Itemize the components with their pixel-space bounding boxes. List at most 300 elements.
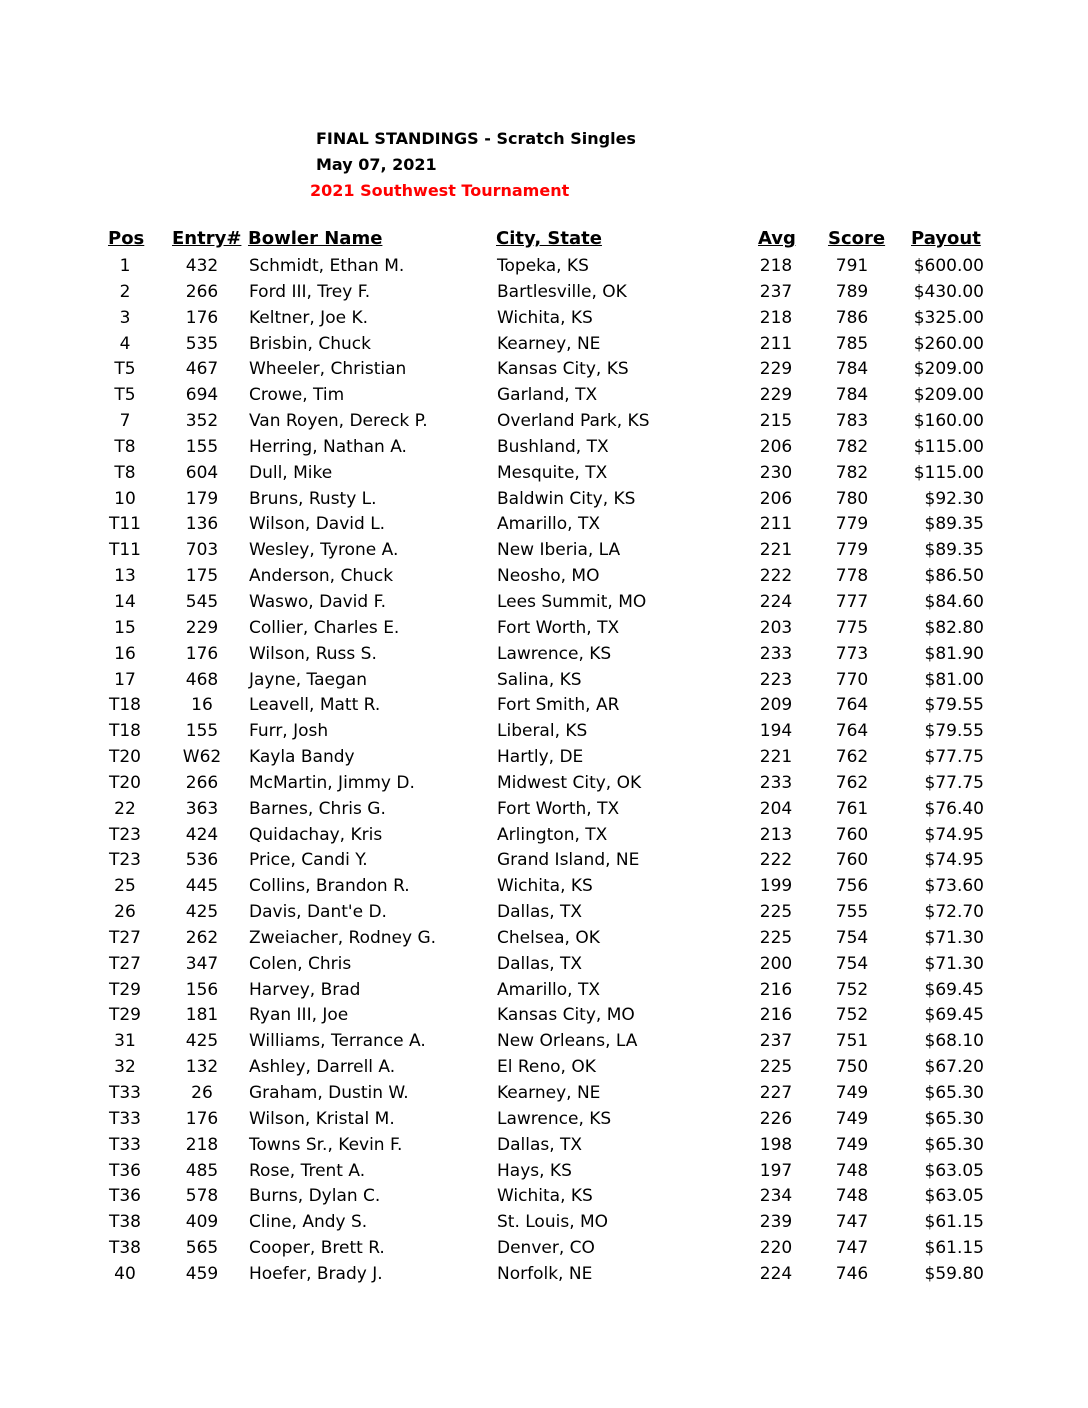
cell-city-state: Kansas City, KS: [497, 359, 629, 380]
cell-pos: T27: [108, 927, 142, 948]
cell-bowler-name: Furr, Josh: [249, 721, 329, 742]
cell-score: 756: [835, 876, 869, 897]
cell-score: 779: [835, 514, 869, 535]
table-row: [0, 382, 1088, 408]
cell-pos: 4: [119, 333, 131, 354]
column-header-bowler-name: Bowler Name: [248, 228, 383, 249]
cell-payout: $63.05: [924, 1160, 984, 1181]
table-row: [0, 641, 1088, 667]
table-row: [0, 667, 1088, 693]
cell-entry: 467: [185, 359, 219, 380]
table-row: [0, 873, 1088, 899]
cell-city-state: Mesquite, TX: [497, 462, 608, 483]
cell-avg: 233: [759, 643, 793, 664]
cell-city-state: Midwest City, OK: [497, 772, 642, 793]
cell-score: 761: [835, 798, 869, 819]
cell-pos: T27: [108, 953, 142, 974]
cell-payout: $74.95: [924, 850, 984, 871]
cell-payout: $59.80: [924, 1263, 984, 1284]
cell-entry: 694: [185, 385, 219, 406]
cell-entry: 425: [185, 902, 219, 923]
cell-pos: T38: [108, 1212, 142, 1233]
cell-city-state: Lawrence, KS: [497, 1108, 612, 1129]
cell-payout: $77.75: [924, 772, 984, 793]
cell-avg: 225: [759, 902, 793, 923]
cell-pos: 13: [114, 566, 136, 587]
cell-score: 770: [835, 669, 869, 690]
cell-city-state: Fort Worth, TX: [497, 798, 620, 819]
cell-avg: 218: [759, 256, 793, 276]
cell-city-state: Bartlesville, OK: [497, 281, 627, 302]
cell-entry: 156: [185, 979, 219, 1000]
page-title: FINAL STANDINGS - Scratch Singles: [316, 129, 636, 148]
cell-pos: 2: [119, 281, 131, 302]
cell-payout: $160.00: [913, 411, 984, 432]
cell-pos: T11: [108, 540, 142, 561]
cell-payout: $89.35: [924, 514, 984, 535]
cell-bowler-name: Van Royen, Dereck P.: [249, 411, 428, 432]
cell-entry: 26: [191, 1083, 213, 1103]
cell-score: 755: [835, 902, 869, 923]
cell-score: 785: [835, 333, 869, 354]
cell-payout: $84.60: [924, 591, 984, 612]
cell-avg: 199: [759, 876, 793, 897]
cell-pos: T8: [114, 436, 136, 457]
column-header-entry: Entry#: [172, 228, 242, 249]
cell-entry: 266: [185, 772, 219, 793]
cell-avg: 216: [759, 979, 793, 1000]
cell-avg: 220: [759, 1238, 793, 1259]
cell-pos: 1: [119, 256, 131, 276]
cell-entry: 535: [185, 333, 219, 354]
cell-avg: 213: [759, 824, 793, 845]
cell-score: 747: [835, 1212, 869, 1233]
cell-city-state: Hays, KS: [497, 1160, 572, 1181]
table-row: [0, 1106, 1088, 1132]
cell-entry: 136: [185, 514, 219, 535]
event-date: May 07, 2021: [316, 155, 437, 174]
table-row: [0, 305, 1088, 331]
cell-avg: 226: [759, 1108, 793, 1129]
cell-city-state: Amarillo, TX: [497, 514, 601, 535]
cell-pos: 17: [114, 669, 136, 690]
table-row: [0, 1054, 1088, 1080]
table-row: [0, 1261, 1088, 1287]
cell-pos: T38: [108, 1238, 142, 1259]
cell-entry: 347: [185, 953, 219, 974]
cell-entry: W62: [182, 747, 222, 768]
cell-score: 764: [835, 721, 869, 742]
cell-payout: $92.30: [924, 488, 984, 509]
cell-pos: T23: [108, 850, 142, 871]
cell-score: 764: [835, 695, 869, 716]
cell-city-state: Dallas, TX: [497, 1134, 583, 1155]
cell-payout: $65.30: [924, 1108, 984, 1129]
cell-payout: $61.15: [924, 1212, 984, 1233]
cell-score: 749: [835, 1108, 869, 1129]
cell-pos: 7: [119, 411, 131, 432]
table-row: [0, 486, 1088, 512]
cell-bowler-name: Rose, Trent A.: [249, 1160, 366, 1181]
cell-city-state: Dallas, TX: [497, 953, 583, 974]
cell-score: 780: [835, 488, 869, 509]
cell-payout: $79.55: [924, 695, 984, 716]
cell-entry: 155: [185, 721, 219, 742]
cell-payout: $71.30: [924, 927, 984, 948]
cell-city-state: Salina, KS: [497, 669, 582, 690]
cell-entry: 425: [185, 1031, 219, 1052]
cell-payout: $430.00: [913, 281, 984, 302]
table-row: [0, 692, 1088, 718]
cell-avg: 194: [759, 721, 793, 742]
cell-bowler-name: Dull, Mike: [249, 462, 333, 483]
cell-payout: $65.30: [924, 1134, 984, 1155]
cell-pos: T33: [108, 1134, 142, 1155]
cell-pos: 22: [114, 798, 136, 819]
table-row: [0, 796, 1088, 822]
cell-city-state: Arlington, TX: [497, 824, 608, 845]
cell-pos: 15: [114, 617, 136, 638]
cell-avg: 230: [759, 462, 793, 483]
cell-avg: 206: [759, 436, 793, 457]
cell-bowler-name: Leavell, Matt R.: [249, 695, 381, 716]
cell-payout: $74.95: [924, 824, 984, 845]
cell-entry: 424: [185, 824, 219, 845]
cell-city-state: St. Louis, MO: [497, 1212, 609, 1233]
cell-pos: T29: [108, 979, 142, 1000]
cell-pos: 16: [114, 643, 136, 664]
cell-score: 746: [835, 1263, 869, 1284]
cell-payout: $115.00: [913, 436, 984, 457]
cell-city-state: Denver, CO: [497, 1238, 595, 1259]
cell-payout: $77.75: [924, 747, 984, 768]
cell-pos: T18: [108, 695, 142, 716]
cell-bowler-name: Jayne, Taegan: [249, 669, 367, 690]
cell-city-state: Bushland, TX: [497, 436, 609, 457]
cell-avg: 229: [759, 385, 793, 406]
cell-bowler-name: Bruns, Rusty L.: [249, 488, 377, 509]
table-header: [0, 228, 1088, 254]
cell-avg: 216: [759, 1005, 793, 1026]
cell-entry: 352: [185, 411, 219, 432]
cell-avg: 237: [759, 281, 793, 302]
table-row: [0, 563, 1088, 589]
cell-bowler-name: Cooper, Brett R.: [249, 1238, 385, 1259]
table-row: [0, 279, 1088, 305]
cell-avg: 221: [759, 747, 793, 768]
cell-pos: 26: [114, 902, 136, 923]
cell-avg: 204: [759, 798, 793, 819]
cell-city-state: Overland Park, KS: [497, 411, 650, 432]
cell-entry: 155: [185, 436, 219, 457]
cell-entry: 485: [185, 1160, 219, 1181]
cell-bowler-name: Price, Candi Y.: [249, 850, 368, 871]
cell-entry: 565: [185, 1238, 219, 1259]
cell-payout: $67.20: [924, 1057, 984, 1078]
cell-avg: 209: [759, 695, 793, 716]
cell-payout: $61.15: [924, 1238, 984, 1259]
table-row: [0, 253, 1088, 279]
cell-avg: 211: [759, 514, 793, 535]
cell-pos: 14: [114, 591, 136, 612]
column-header-city-state: City, State: [496, 228, 602, 249]
cell-city-state: Kansas City, MO: [497, 1005, 635, 1026]
cell-city-state: Wichita, KS: [497, 307, 593, 328]
cell-entry: 468: [185, 669, 219, 690]
cell-score: 752: [835, 979, 869, 1000]
cell-city-state: Garland, TX: [497, 385, 598, 406]
cell-city-state: New Iberia, LA: [497, 540, 621, 561]
cell-bowler-name: Zweiacher, Rodney G.: [249, 927, 437, 948]
cell-pos: T33: [108, 1108, 142, 1129]
table-row: [0, 899, 1088, 925]
cell-bowler-name: Barnes, Chris G.: [249, 798, 386, 819]
cell-bowler-name: Ryan III, Joe: [249, 1005, 349, 1026]
cell-payout: $209.00: [913, 385, 984, 406]
column-header-score: Score: [828, 228, 886, 249]
cell-score: 775: [835, 617, 869, 638]
table-row: [0, 925, 1088, 951]
cell-avg: 215: [759, 411, 793, 432]
cell-entry: 604: [185, 462, 219, 483]
cell-city-state: Wichita, KS: [497, 876, 593, 897]
cell-pos: 10: [114, 488, 136, 509]
cell-avg: 224: [759, 591, 793, 612]
cell-payout: $325.00: [913, 307, 984, 328]
cell-city-state: El Reno, OK: [497, 1057, 596, 1078]
cell-entry: 545: [185, 591, 219, 612]
cell-city-state: Amarillo, TX: [497, 979, 601, 1000]
cell-city-state: Lawrence, KS: [497, 643, 612, 664]
cell-payout: $86.50: [924, 566, 984, 587]
cell-avg: 227: [759, 1083, 793, 1103]
cell-entry: 16: [191, 695, 213, 716]
cell-bowler-name: Collier, Charles E.: [249, 617, 400, 638]
table-row: [0, 770, 1088, 796]
cell-pos: 3: [119, 307, 131, 328]
cell-avg: 239: [759, 1212, 793, 1233]
cell-city-state: Fort Smith, AR: [497, 695, 620, 716]
cell-payout: $81.00: [924, 669, 984, 690]
cell-entry: 262: [185, 927, 219, 948]
cell-payout: $600.00: [913, 256, 984, 276]
cell-score: 791: [835, 256, 869, 276]
cell-city-state: Lees Summit, MO: [497, 591, 647, 612]
cell-score: 762: [835, 747, 869, 768]
cell-payout: $69.45: [924, 1005, 984, 1026]
cell-entry: 132: [185, 1057, 219, 1078]
cell-city-state: Norfolk, NE: [497, 1263, 593, 1284]
table-row: [0, 1132, 1088, 1158]
cell-score: 778: [835, 566, 869, 587]
table-row: [0, 589, 1088, 615]
cell-avg: 221: [759, 540, 793, 561]
table-row: [0, 511, 1088, 537]
cell-entry: 432: [185, 256, 219, 276]
cell-avg: 203: [759, 617, 793, 638]
column-header-avg: Avg: [758, 228, 796, 249]
cell-avg: 198: [759, 1134, 793, 1155]
cell-pos: T5: [114, 359, 136, 380]
cell-payout: $82.80: [924, 617, 984, 638]
table-row: [0, 1158, 1088, 1184]
cell-avg: 224: [759, 1263, 793, 1284]
standings-table-body: [0, 253, 1088, 1287]
cell-bowler-name: Wheeler, Christian: [249, 359, 407, 380]
table-row: [0, 1080, 1088, 1106]
cell-bowler-name: Collins, Brandon R.: [249, 876, 410, 897]
cell-avg: 211: [759, 333, 793, 354]
cell-payout: $209.00: [913, 359, 984, 380]
cell-score: 760: [835, 824, 869, 845]
cell-payout: $65.30: [924, 1083, 984, 1103]
cell-city-state: Kearney, NE: [497, 1083, 601, 1103]
cell-payout: $76.40: [924, 798, 984, 819]
cell-pos: 32: [114, 1057, 136, 1078]
table-row: [0, 615, 1088, 641]
cell-entry: 445: [185, 876, 219, 897]
cell-city-state: Kearney, NE: [497, 333, 601, 354]
cell-pos: T8: [114, 462, 136, 483]
cell-bowler-name: Wilson, Russ S.: [249, 643, 377, 664]
cell-city-state: Wichita, KS: [497, 1186, 593, 1207]
cell-entry: 266: [185, 281, 219, 302]
cell-avg: 229: [759, 359, 793, 380]
cell-pos: 31: [114, 1031, 136, 1052]
cell-bowler-name: Kayla Bandy: [249, 747, 355, 768]
cell-bowler-name: Davis, Dant'e D.: [249, 902, 387, 923]
table-row: [0, 1235, 1088, 1261]
cell-entry: 176: [185, 307, 219, 328]
cell-bowler-name: Wilson, David L.: [249, 514, 386, 535]
cell-avg: 234: [759, 1186, 793, 1207]
cell-bowler-name: Anderson, Chuck: [249, 566, 394, 587]
table-row: [0, 434, 1088, 460]
cell-bowler-name: Ashley, Darrell A.: [249, 1057, 396, 1078]
cell-pos: T5: [114, 385, 136, 406]
cell-pos: T20: [108, 747, 142, 768]
cell-entry: 459: [185, 1263, 219, 1284]
table-row: [0, 331, 1088, 357]
cell-score: 773: [835, 643, 869, 664]
table-row: [0, 1183, 1088, 1209]
cell-pos: T36: [108, 1186, 142, 1207]
cell-score: 777: [835, 591, 869, 612]
cell-payout: $115.00: [913, 462, 984, 483]
cell-score: 789: [835, 281, 869, 302]
cell-score: 752: [835, 1005, 869, 1026]
cell-bowler-name: Quidachay, Kris: [249, 824, 383, 845]
cell-pos: T29: [108, 1005, 142, 1026]
cell-pos: T20: [108, 772, 142, 793]
cell-entry: 175: [185, 566, 219, 587]
cell-city-state: Dallas, TX: [497, 902, 583, 923]
table-row: [0, 537, 1088, 563]
cell-payout: $260.00: [913, 333, 984, 354]
cell-entry: 218: [185, 1134, 219, 1155]
cell-bowler-name: Towns Sr., Kevin F.: [249, 1134, 403, 1155]
cell-bowler-name: Herring, Nathan A.: [249, 436, 407, 457]
cell-bowler-name: Wesley, Tyrone A.: [249, 540, 399, 561]
cell-bowler-name: Harvey, Brad: [249, 979, 361, 1000]
cell-entry: 179: [185, 488, 219, 509]
cell-city-state: Hartly, DE: [497, 747, 584, 768]
cell-payout: $63.05: [924, 1186, 984, 1207]
cell-bowler-name: Williams, Terrance A.: [249, 1031, 426, 1052]
cell-entry: 703: [185, 540, 219, 561]
cell-payout: $71.30: [924, 953, 984, 974]
cell-score: 779: [835, 540, 869, 561]
cell-avg: 206: [759, 488, 793, 509]
cell-payout: $73.60: [924, 876, 984, 897]
cell-avg: 225: [759, 927, 793, 948]
cell-pos: T18: [108, 721, 142, 742]
cell-score: 784: [835, 359, 869, 380]
table-row: [0, 1028, 1088, 1054]
table-row: [0, 1209, 1088, 1235]
column-header-pos: Pos: [108, 228, 145, 249]
cell-entry: 578: [185, 1186, 219, 1207]
cell-bowler-name: Keltner, Joe K.: [249, 307, 369, 328]
table-row: [0, 718, 1088, 744]
cell-city-state: Fort Worth, TX: [497, 617, 620, 638]
cell-score: 754: [835, 953, 869, 974]
cell-bowler-name: Colen, Chris: [249, 953, 352, 974]
cell-score: 783: [835, 411, 869, 432]
cell-score: 748: [835, 1186, 869, 1207]
cell-pos: 25: [114, 876, 136, 897]
cell-pos: 40: [114, 1263, 136, 1284]
cell-avg: 200: [759, 953, 793, 974]
table-row: [0, 408, 1088, 434]
cell-entry: 363: [185, 798, 219, 819]
cell-city-state: Baldwin City, KS: [497, 488, 636, 509]
cell-avg: 197: [759, 1160, 793, 1181]
cell-bowler-name: Hoefer, Brady J.: [249, 1263, 383, 1284]
cell-bowler-name: Ford III, Trey F.: [249, 281, 371, 302]
cell-entry: 229: [185, 617, 219, 638]
cell-avg: 222: [759, 850, 793, 871]
cell-avg: 218: [759, 307, 793, 328]
table-row: [0, 977, 1088, 1003]
cell-payout: $89.35: [924, 540, 984, 561]
table-row: [0, 847, 1088, 873]
cell-bowler-name: Burns, Dylan C.: [249, 1186, 381, 1207]
cell-avg: 223: [759, 669, 793, 690]
cell-bowler-name: Graham, Dustin W.: [249, 1083, 409, 1103]
table-row: [0, 356, 1088, 382]
cell-score: 748: [835, 1160, 869, 1181]
cell-bowler-name: Brisbin, Chuck: [249, 333, 371, 354]
cell-pos: T11: [108, 514, 142, 535]
cell-payout: $81.90: [924, 643, 984, 664]
table-row: [0, 822, 1088, 848]
cell-score: 762: [835, 772, 869, 793]
cell-entry: 176: [185, 1108, 219, 1129]
cell-city-state: New Orleans, LA: [497, 1031, 638, 1052]
cell-city-state: Chelsea, OK: [497, 927, 600, 948]
cell-score: 760: [835, 850, 869, 871]
table-row: [0, 744, 1088, 770]
cell-city-state: Neosho, MO: [497, 566, 600, 587]
cell-bowler-name: Waswo, David F.: [249, 591, 387, 612]
cell-entry: 409: [185, 1212, 219, 1233]
cell-bowler-name: Wilson, Kristal M.: [249, 1108, 395, 1129]
cell-score: 749: [835, 1134, 869, 1155]
cell-pos: T33: [108, 1083, 142, 1103]
cell-pos: T36: [108, 1160, 142, 1181]
cell-bowler-name: Crowe, Tim: [249, 385, 345, 406]
